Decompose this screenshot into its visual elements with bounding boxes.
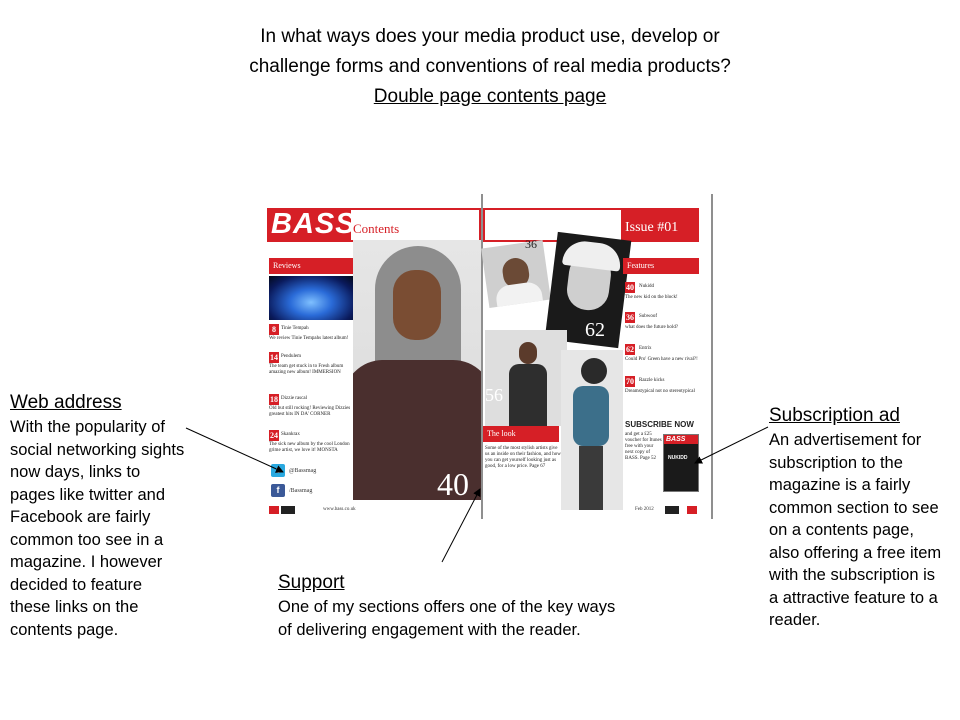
web-arrow [186,428,283,472]
feature-number: 36 [626,313,634,322]
review-number: 14 [270,353,278,362]
feature-title: Nukidd [639,284,654,289]
reviews-heading: Reviews [269,258,353,274]
annotation-support-heading: Support [278,572,345,593]
feature-desc: what does the future hold? [625,325,679,330]
review-desc: Old but still rocking! Reviewing Dizzies greatest hits IN DA' CORNER [269,406,351,417]
magazine-logo: BASS [271,208,356,240]
feature-number: 40 [626,283,634,292]
mini-cover-logo: BASS [664,435,699,444]
annotation-web-body: With the popularity of social networking sights now days, links to pages like twitter and Facebook are fairly common too see in a magazine. I however decided to feature these links on the contents page. [10,418,185,639]
feature-title: Subwoof [639,314,658,319]
review-number: 8 [269,324,279,335]
footer-date: Feb 2012 [635,507,654,512]
feature-number: 70 [626,377,634,386]
annotation-subscription-heading: Subscription ad [769,405,900,426]
review-number: 24 [270,431,278,440]
title-subtitle: Double page contents page [373,86,607,107]
feature-desc: Could Pro' Green have a new rival?! [625,357,698,362]
feature-title: Razzle kicks [639,378,665,383]
annotation-web-heading: Web address [10,392,122,413]
the-look-heading: The look [483,426,559,442]
feature-desc: Dreamstypical not no stereotypical [625,389,695,394]
features-heading: Features [623,258,699,274]
feature-desc: The new kid on the block! [625,295,678,300]
review-desc: The team get stuck in to Fresh album amazing new album! IMMERSION [269,364,344,375]
support-arrow [442,489,480,562]
title-line-2: challenge forms and conventions of real media products? [249,56,731,77]
subscribe-text: and get a £25 voucher for Itunes free with your next copy of BASS. Page 52 [625,432,662,461]
feature-title: Entrix [639,346,652,351]
review-desc: We review Tinie Tempahs latest album! [269,336,349,341]
annotation-support-body: One of my sections offers one of the key ways of delivering engagement with the reader. [278,598,616,639]
review-desc: The sick new album by the cool London grime artist, we love it! MONSTA [269,442,350,453]
review-title: Pendulem [281,354,301,359]
footer-url: www.bass.co.uk [323,507,356,512]
photo-number-face: 62 [585,319,605,341]
subscription-arrow [695,427,768,463]
photo-number-middle: 56 [485,385,503,405]
title-line-1: In what ways does your media product use, develop or [260,26,720,47]
twitter-handle: @Bassmag [289,468,317,474]
subscribe-heading: SUBSCRIBE NOW [625,420,694,429]
issue-label: Issue #01 [625,220,679,235]
review-title: Dizzie rascal [281,396,307,401]
facebook-icon: f [271,484,285,497]
the-look-text: Some of the most stylish artists give us an inside on their fashion, and how you can get yourself looking just as good, for a low price. Page 67 [485,446,561,469]
main-photo-number: 40 [437,466,469,502]
feature-number: 62 [626,345,634,354]
contents-label: Contents [353,221,400,236]
review-number: 18 [270,395,278,404]
annotation-subscription-body: An advertisement for subscription to the magazine is a fairly common section to see on a contents page, also offering a free item with the subscription is a attractive feature to a reader. [769,431,942,629]
mini-cover-name: NUKIDD [668,455,688,461]
review-title: Skankrax [281,432,300,437]
review-title: Tinie Tempah [281,326,309,331]
photo-number-top: 36 [525,237,537,251]
facebook-handle: /Bassmag [289,488,313,494]
